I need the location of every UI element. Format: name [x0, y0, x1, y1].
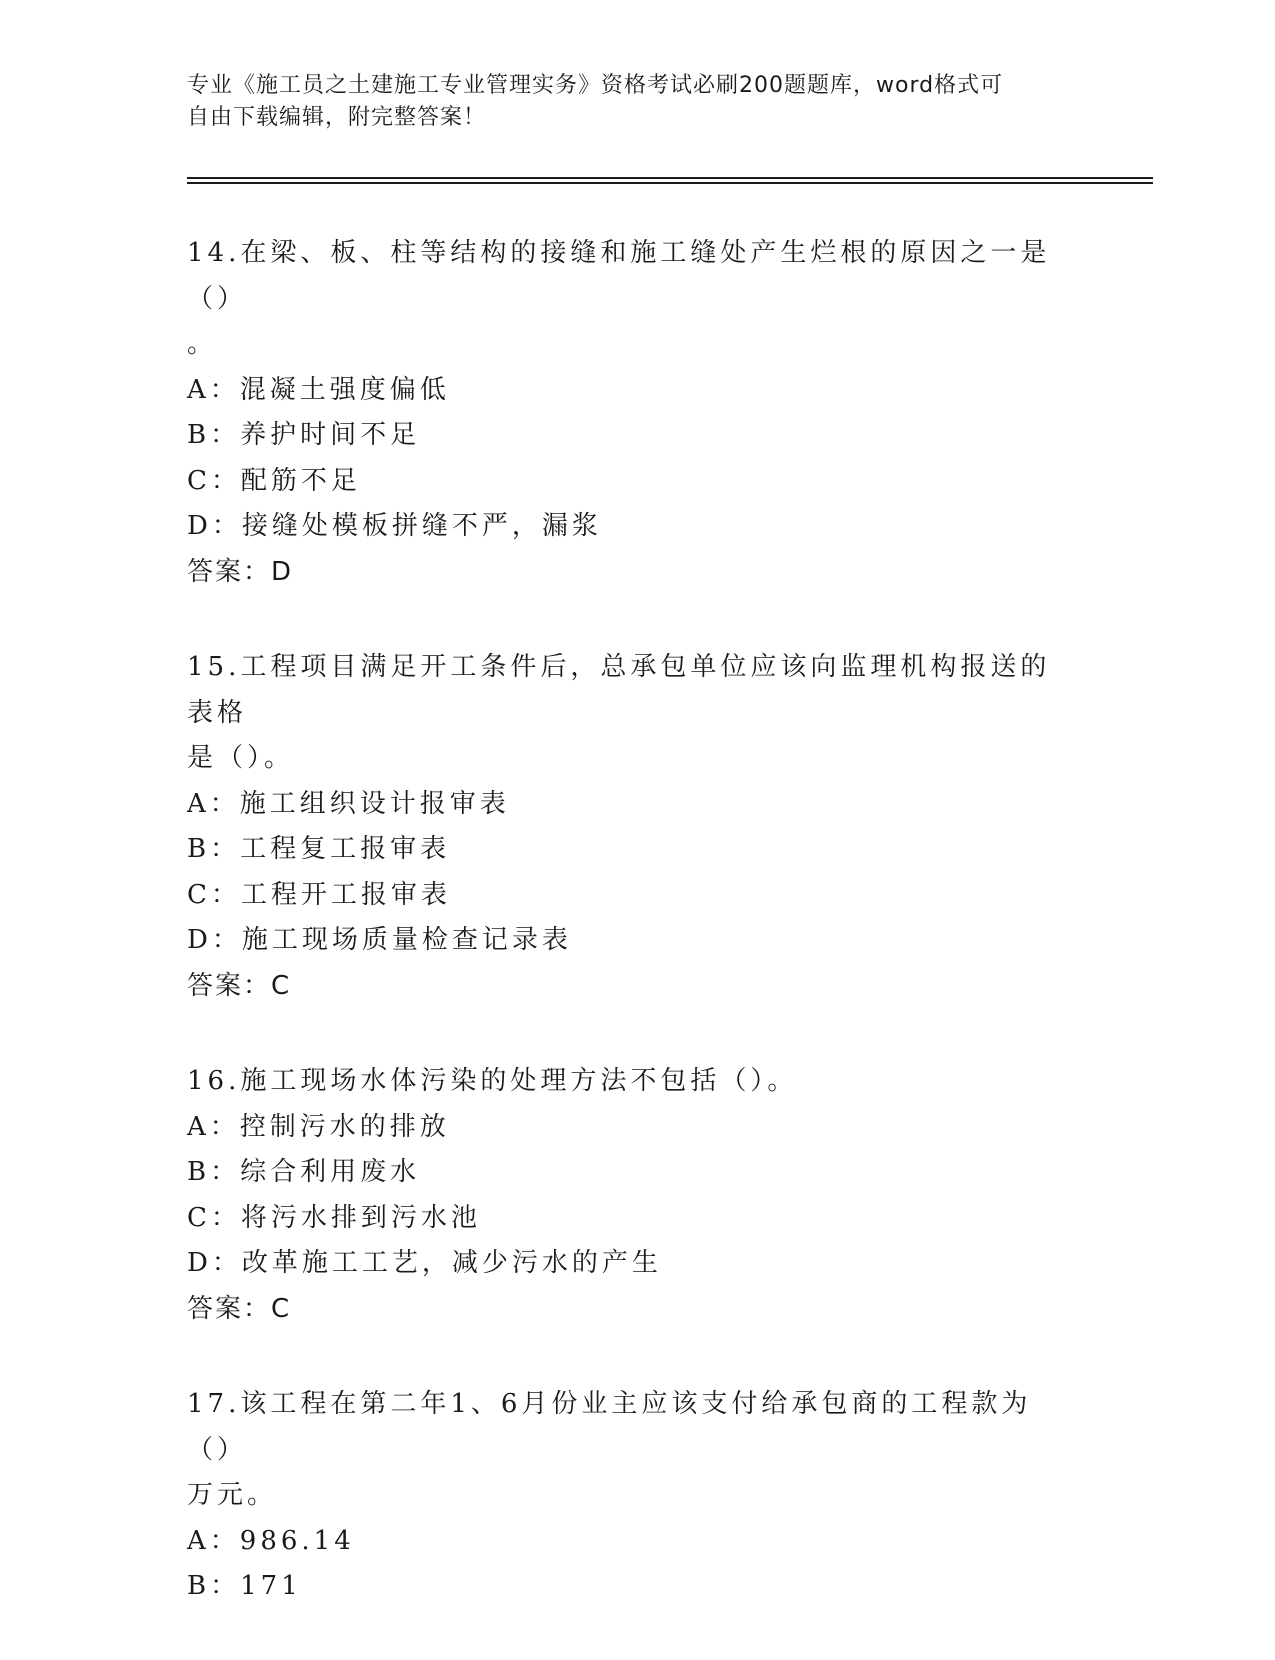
question-list: [187, 231, 1087, 1660]
option-d: D：接缝处模板拼缝不严，漏浆: [187, 511, 602, 541]
header-divider-top: [187, 177, 1153, 179]
document-header: [187, 70, 1087, 134]
question-stem: 14.在梁、板、柱等结构的接缝和施工缝处产生烂根的原因之一是（）: [187, 238, 1051, 314]
question-stem: 15.工程项目满足开工条件后，总承包单位应该向监理机构报送的表格: [187, 652, 1051, 728]
question-stem: 17.该工程在第二年1、6月份业主应该支付给承包商的工程款为（）: [187, 1389, 1032, 1465]
option-c: C：配筋不足: [187, 465, 361, 496]
question-stem: 16.施工现场水体污染的处理方法不包括（）。: [187, 1066, 798, 1096]
question-15: [187, 645, 1087, 1009]
answer-key: 答案：D: [187, 556, 294, 587]
option-b: B：171: [187, 1571, 302, 1601]
option-c: C：将污水排到污水池: [187, 1202, 481, 1233]
option-a: A：施工组织设计报审表: [187, 788, 510, 819]
option-a: A：控制污水的排放: [187, 1111, 450, 1142]
header-divider-bottom: [187, 182, 1153, 184]
option-c: C：工程开工报审表: [187, 879, 451, 910]
question-stem-continued: 。: [187, 329, 218, 359]
question-14: [187, 231, 1087, 595]
question-stem-continued: 万元。: [187, 1480, 278, 1510]
answer-key: 答案：C: [187, 970, 292, 1001]
header-line-1: 专业《施工员之土建施工专业管理实务》资格考试必刷200题题库，word格式可: [187, 73, 1004, 98]
option-b: B：工程复工报审表: [187, 834, 451, 864]
option-d: D：改革施工工艺，减少污水的产生: [187, 1248, 662, 1278]
option-b: B：综合利用废水: [187, 1157, 421, 1187]
option-a: A：混凝土强度偏低: [187, 374, 450, 405]
option-a: A：986.14: [187, 1525, 355, 1556]
header-line-2: 自由下载编辑，附完整答案！: [187, 105, 487, 130]
question-16: [187, 1059, 1087, 1332]
option-d: D：施工现场质量检查记录表: [187, 925, 572, 955]
answer-key: 答案：C: [187, 1293, 292, 1324]
question-17: [187, 1382, 1087, 1610]
question-stem-continued: 是（）。: [187, 743, 295, 773]
option-b: B：养护时间不足: [187, 420, 421, 450]
